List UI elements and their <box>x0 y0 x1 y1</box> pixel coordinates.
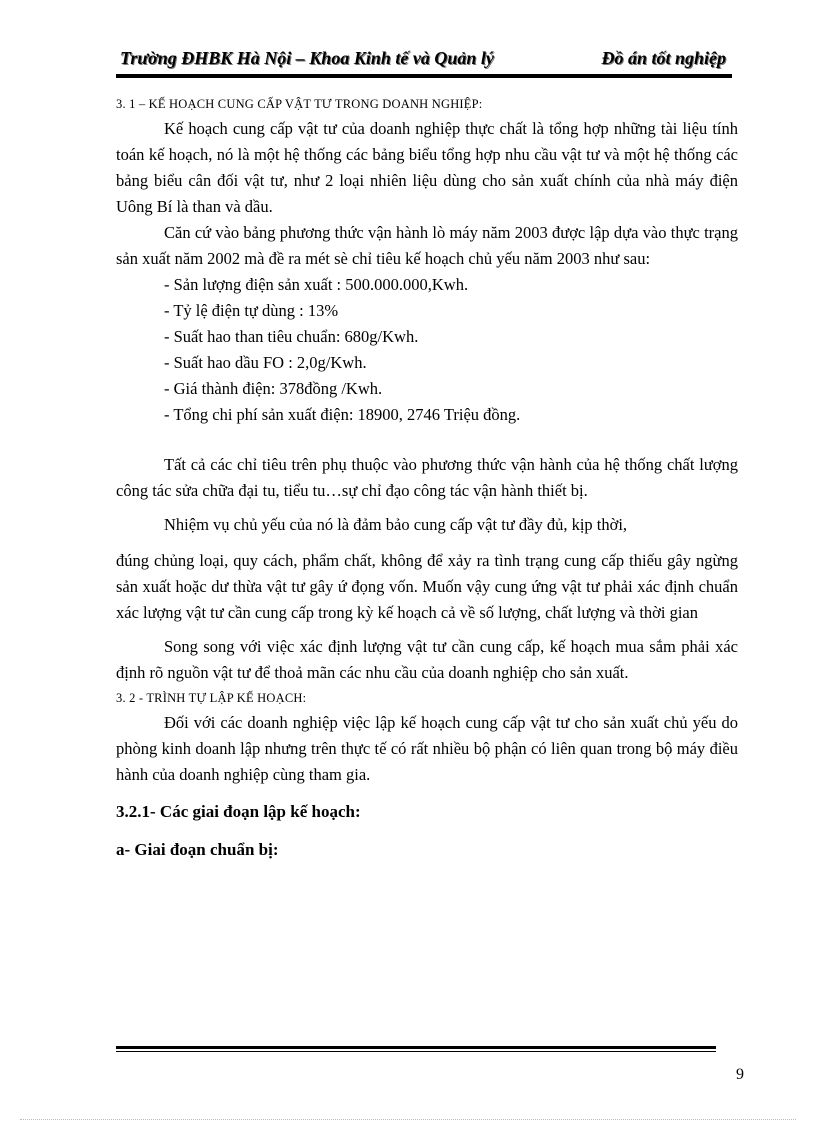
paragraph: Song song với việc xác định lượng vật tư cần cung cấp, kế hoạch mua sắm phải xác định rõ nguồn vật tư để thoả mãn các nhu cầu của doanh nghiệp cho sản xuất. <box>116 637 738 682</box>
paragraph: Tất cả các chỉ tiêu trên phụ thuộc vào phương thức vận hành của hệ thống chất lượng công tác sửa chữa đại tu, tiểu tu…sự chỉ đạo công tác vận hành thiết bị. <box>116 455 738 500</box>
paragraph: đúng chủng loại, quy cách, phẩm chất, không để xảy ra tình trạng cung cấp thiếu gây ngừng sản xuất hoặc dư thừa vật tư gây ứ đọng vốn. Muốn vậy cung ứng vật tư phải xác định chuẩn xác lượng vật tư cần cung cấp trong kỳ kế hoạch cả về số lượng, chất lượng và thời gian <box>116 551 738 622</box>
spacer <box>116 504 738 512</box>
page-body <box>116 92 738 864</box>
section-3-1-heading: 3. 1 – KẾ HOẠCH CUNG CẤP VẬT TƯ TRONG DOANH NGHIỆP: <box>116 97 483 111</box>
paragraph: Căn cứ vào bảng phương thức vận hành lò máy năm 2003 được lập dựa vào thực trạng sản xuất năm 2002 mà đề ra mét sè chỉ tiêu kế hoạch chủ yếu năm 2003 như sau: <box>116 223 738 268</box>
spacer <box>116 626 738 634</box>
subsection-heading: 3.2.1- Các giai đoạn lập kế hoạch: <box>116 802 361 821</box>
page-header <box>116 48 732 74</box>
spacer <box>116 538 738 548</box>
target-item: - Tỷ lệ điện tự dùng : 13% <box>164 301 339 320</box>
paragraph: Nhiệm vụ chủ yếu của nó là đảm bảo cung cấp vật tư đầy đủ, kịp thời, <box>164 515 628 534</box>
header-institution: Trường ĐHBK Hà Nội – Khoa Kinh tế và Quản lý <box>120 48 494 68</box>
target-list <box>116 272 738 428</box>
paragraph: Đối với các doanh nghiệp việc lập kế hoạch cung cấp vật tư cho sản xuất chủ yếu do phòng kinh doanh lập nhưng trên thực tế có rất nhiều bộ phận có liên quan trong bộ máy điều hành của doanh nghiệp cùng tham gia. <box>116 713 738 784</box>
page-number: 9 <box>736 1066 744 1083</box>
spacer <box>116 826 738 836</box>
page-bottom-border <box>20 1119 796 1121</box>
footer-rule <box>116 1046 716 1049</box>
target-item: - Suất hao than tiêu chuẩn: 680g/Kwh. <box>164 327 419 346</box>
paragraph: Kế hoạch cung cấp vật tư của doanh nghiệp thực chất là tổng hợp những tài liệu tính toán kế hoạch, nó là một hệ thống các bảng biểu tổng hợp nhu cầu vật tư và một hệ thống các bảng biểu cân đối vật tư, như 2 loại nhiên liệu dùng cho sản xuất chính của nhà máy điện Uông Bí là than và dầu. <box>116 119 738 216</box>
target-item: - Giá thành điện: 378đồng /Kwh. <box>164 379 383 398</box>
spacer <box>116 428 738 452</box>
spacer <box>116 788 738 798</box>
section-3-2-heading: 3. 2 - TRÌNH TỰ LẬP KẾ HOẠCH: <box>116 691 307 705</box>
target-item: - Tổng chi phí sản xuất điện: 18900, 2746 Triệu đồng. <box>164 405 521 424</box>
target-item: - Sản lượng điện sản xuất : 500.000.000,Kwh. <box>164 275 469 294</box>
footer-rule-thin <box>116 1051 716 1052</box>
header-rule <box>116 74 732 78</box>
header-doc-type: Đồ án tốt nghiệp <box>601 48 726 68</box>
target-item: - Suất hao dầu FO : 2,0g/Kwh. <box>164 353 367 372</box>
sub-subsection-heading: a- Giai đoạn chuẩn bị: <box>116 840 279 859</box>
